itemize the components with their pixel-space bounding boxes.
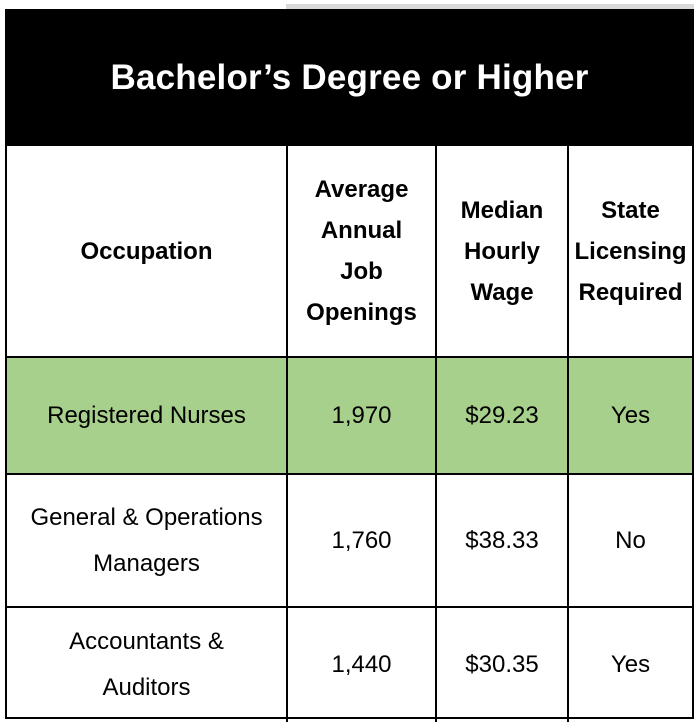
cell-licensing: Yes [568, 607, 692, 722]
cell-licensing: No [568, 474, 692, 607]
cell-licensing: Yes [568, 357, 692, 474]
table-row [7, 357, 692, 474]
top-strip [0, 0, 700, 9]
jobs-table [7, 144, 692, 722]
jobs-table-container [5, 9, 694, 719]
cell-wage: $38.33 [436, 474, 568, 607]
cell-openings: 1,970 [287, 357, 436, 474]
column-header-openings-label: Average Annual Job Openings [306, 176, 417, 326]
column-header-occupation: Occupation [7, 145, 287, 357]
cell-occupation [7, 607, 287, 722]
cell-openings: 1,760 [287, 474, 436, 607]
table-row [7, 607, 692, 722]
column-header-wage [436, 145, 568, 357]
table-title: Bachelor’s Degree or Higher [7, 11, 692, 144]
cell-openings: 1,440 [287, 607, 436, 722]
cell-wage: $30.35 [436, 607, 568, 722]
cell-wage: $29.23 [436, 357, 568, 474]
column-header-licensing [568, 145, 692, 357]
table-row [7, 474, 692, 607]
cell-occupation-text: Accountants & Auditors [69, 628, 224, 701]
column-header-wage-label: Median Hourly Wage [460, 196, 544, 306]
cell-occupation: Registered Nurses [7, 357, 287, 474]
column-header-licensing-label: State Licensing Required [574, 196, 687, 306]
header-row [7, 145, 692, 357]
cell-occupation [7, 474, 287, 607]
cell-occupation-text: General & Operations Managers [30, 503, 263, 577]
column-header-openings [287, 145, 436, 357]
